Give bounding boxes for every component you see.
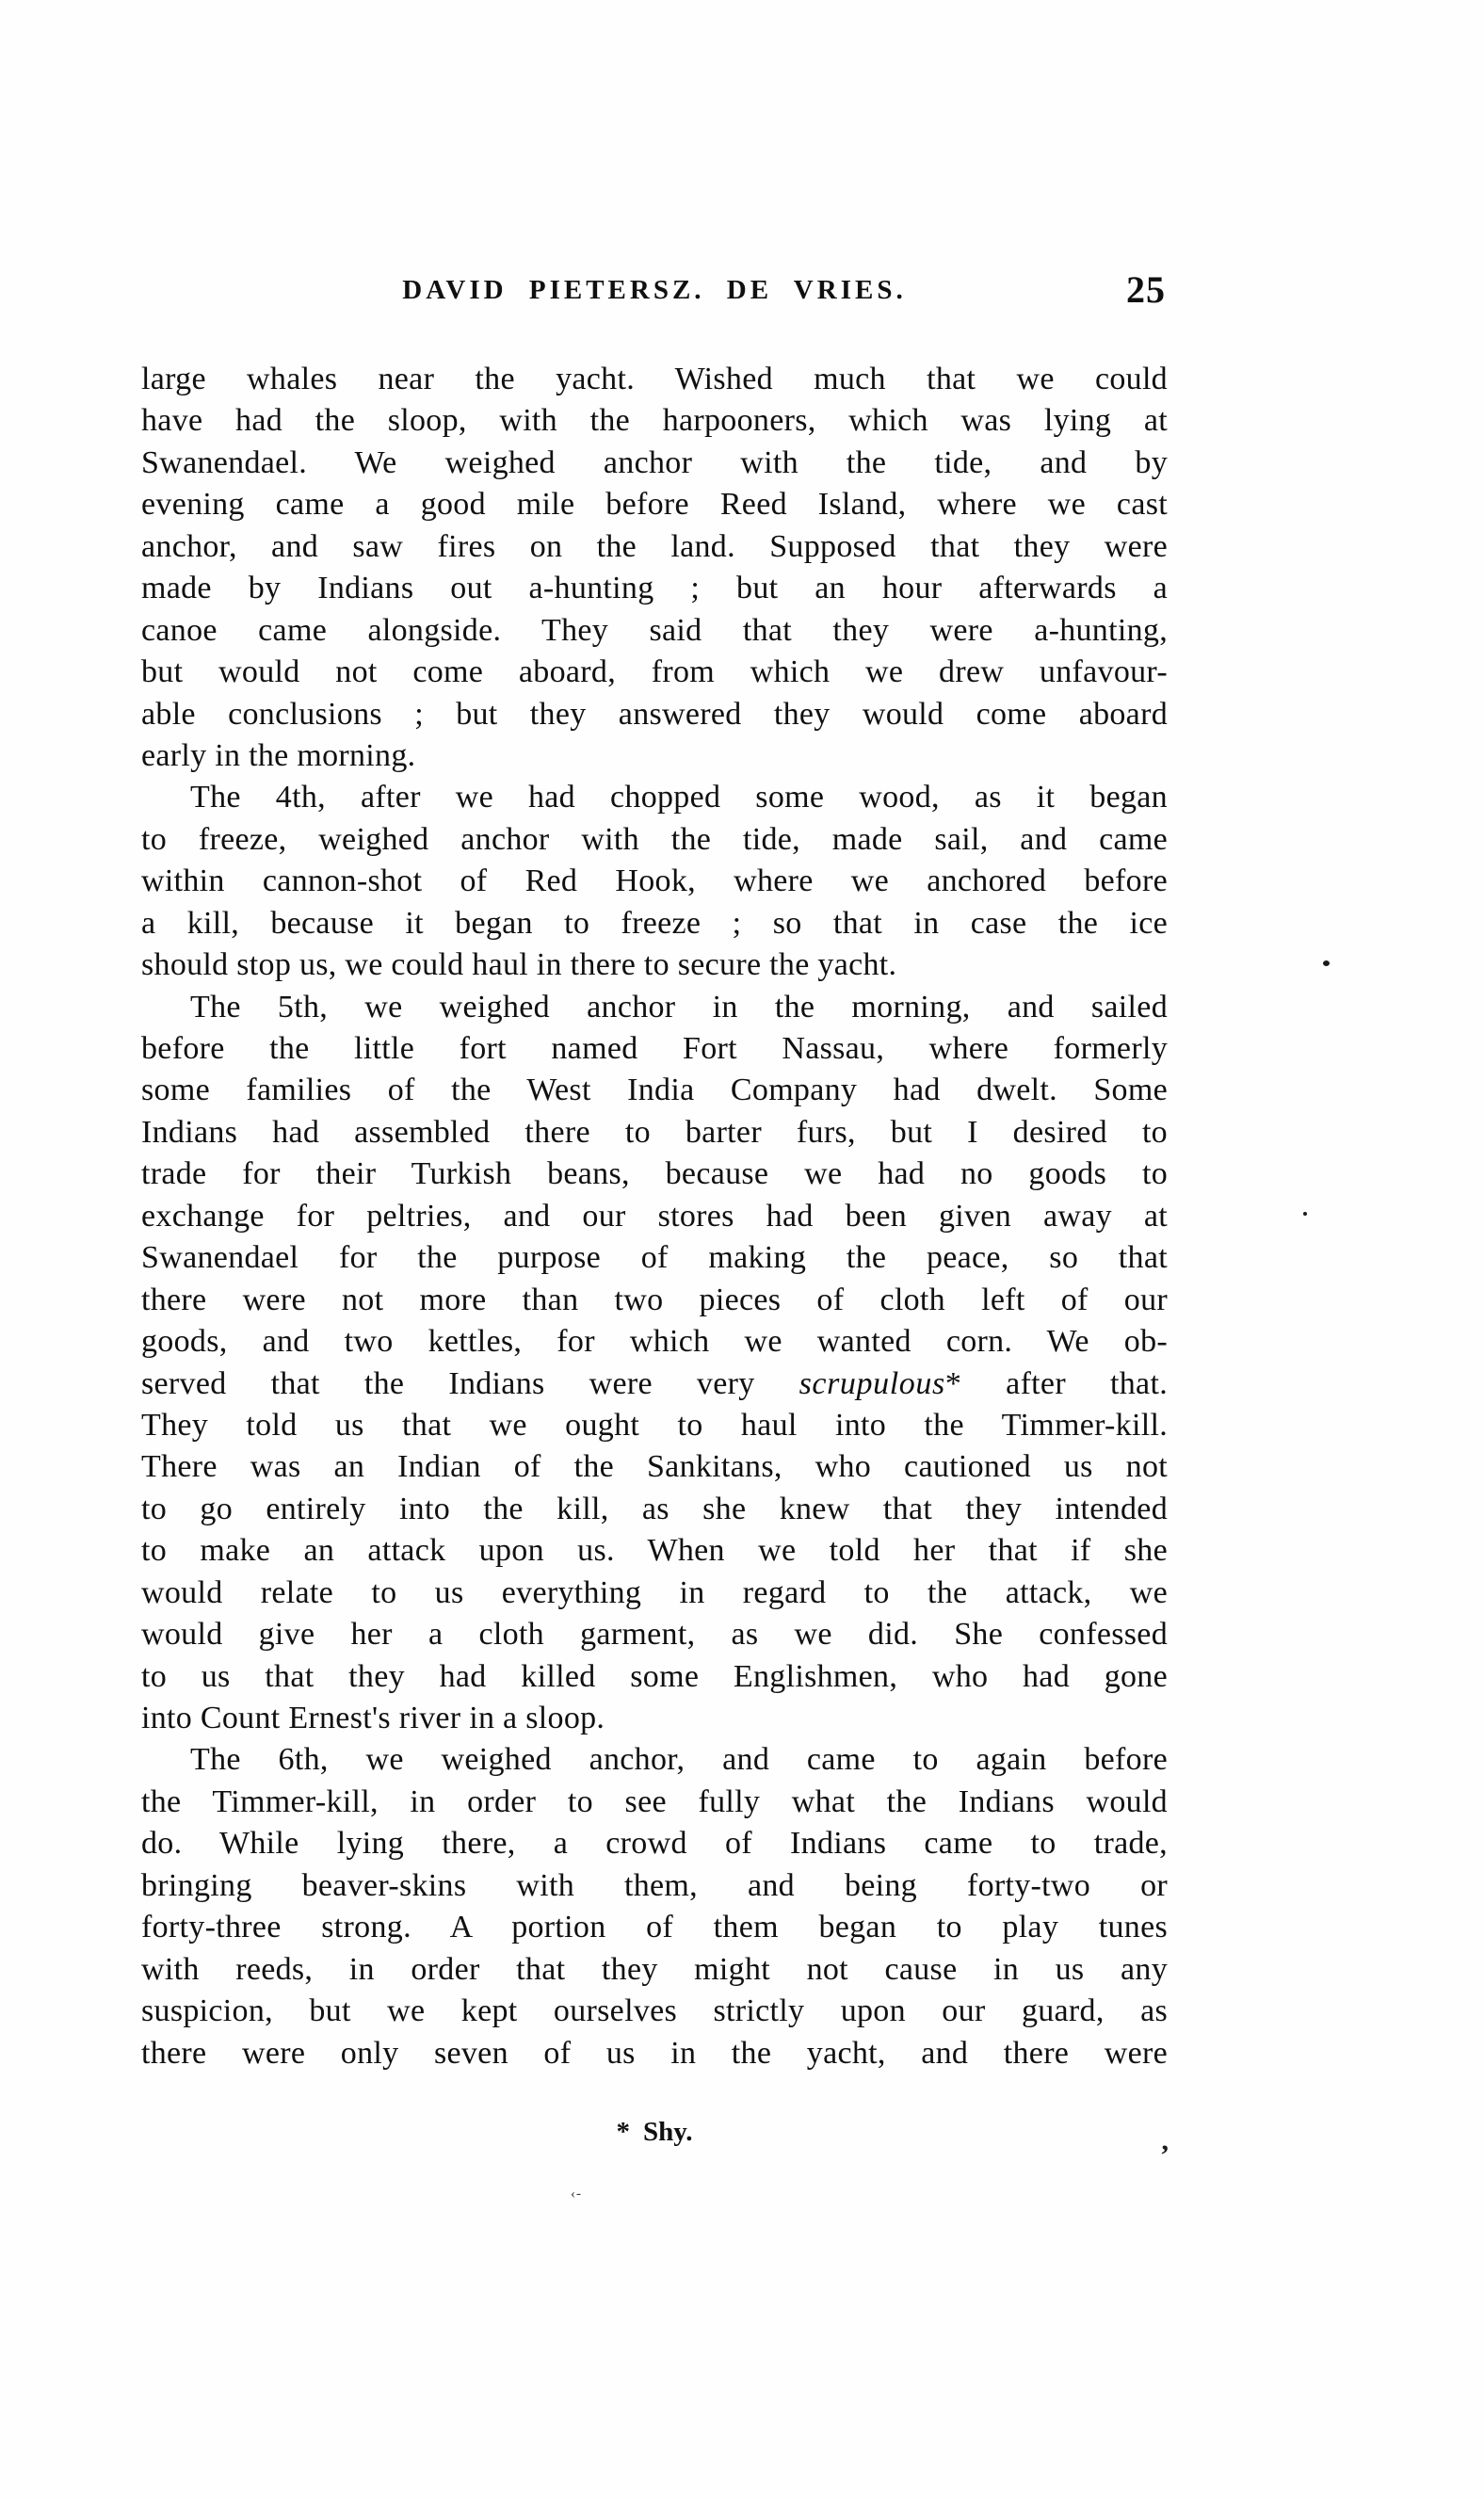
text-line: have had the sloop, with the harpooners, which was lying at bbox=[141, 403, 1168, 439]
scan-artifact-dots: ‹‐ bbox=[571, 2186, 582, 2202]
text-line: trade for their Turkish beans, because we had no goods to bbox=[141, 1156, 1168, 1192]
text-line: suspicion, but we kept ourselves strictly upon our guard, as bbox=[141, 1993, 1168, 2029]
text-line: to freeze, weighed anchor with the tide, made sail, and came bbox=[141, 821, 1168, 857]
text-line: anchor, and saw fires on the land. Supposed that they were bbox=[141, 528, 1168, 564]
text-line: to go entirely into the kill, as she knew that they intended bbox=[141, 1491, 1168, 1526]
footnote-text: Shy. bbox=[643, 2117, 693, 2147]
text-line: before the little fort named Fort Nassau, where formerly bbox=[141, 1031, 1168, 1066]
text-line: there were not more than two pieces of cloth left of our bbox=[141, 1282, 1168, 1317]
text-line: canoe came alongside. They said that they were a-hunting, bbox=[141, 612, 1168, 648]
text-line: would relate to us everything in regard to the attack, we bbox=[141, 1574, 1168, 1610]
text-line: They told us that we ought to haul into the Timmer-kill. bbox=[141, 1407, 1168, 1443]
text-line: goods, and two kettles, for which we wanted corn. We ob- bbox=[141, 1324, 1168, 1360]
text-line: The 5th, we weighed anchor in the morning, and sailed bbox=[190, 989, 1168, 1025]
text-line: exchange for peltries, and our stores had been given away at bbox=[141, 1198, 1168, 1234]
paragraph bbox=[141, 987, 1168, 1740]
paragraph bbox=[141, 359, 1168, 777]
page-number: 25 bbox=[1126, 268, 1166, 311]
text-line: The 6th, we weighed anchor, and came to again before bbox=[190, 1742, 1168, 1778]
text-line: early in the morning. bbox=[141, 737, 416, 773]
text-line: there were only seven of us in the yacht, and there were bbox=[141, 2035, 1168, 2071]
footnote-marker: * bbox=[616, 2117, 631, 2147]
text-line: Swanendael for the purpose of making the peace, so that bbox=[141, 1240, 1168, 1276]
text-line: with reeds, in order that they might not cause in us any bbox=[141, 1951, 1168, 1987]
running-title: DAVID PIETERSZ. DE VRIES. bbox=[402, 275, 907, 305]
text-line: large whales near the yacht. Wished much that we could bbox=[141, 362, 1168, 396]
text-line: a kill, because it began to freeze ; so that in case the ice bbox=[141, 905, 1168, 941]
text-line: served that the Indians were very scrupulous* after that. bbox=[141, 1365, 1168, 1401]
text-line: bringing beaver-skins with them, and being forty-two or bbox=[141, 1867, 1168, 1903]
text-line: There was an Indian of the Sankitans, who cautioned us not bbox=[141, 1449, 1168, 1485]
page-body bbox=[141, 359, 1168, 2074]
text-line: Indians had assembled there to barter furs, but I desired to bbox=[141, 1114, 1168, 1150]
text-line: forty-three strong. A portion of them began to play tunes bbox=[141, 1910, 1168, 1945]
text-line: do. While lying there, a crowd of Indians came to trade, bbox=[141, 1826, 1168, 1862]
text-line: evening came a good mile before Reed Island, where we cast bbox=[141, 487, 1168, 523]
scan-speck bbox=[1323, 960, 1330, 966]
text-line: The 4th, after we had chopped some wood, as it began bbox=[190, 780, 1168, 815]
text-line: but would not come aboard, from which we drew unfavour- bbox=[141, 654, 1168, 690]
text-line: into Count Ernest's river in a sloop. bbox=[141, 1701, 605, 1735]
page-header bbox=[141, 268, 1168, 311]
text-line: some families of the West India Company had dwelt. Some bbox=[141, 1073, 1168, 1108]
paragraph bbox=[141, 1739, 1168, 2074]
scan-artifact-comma: ’ bbox=[1160, 2139, 1169, 2170]
paragraph bbox=[141, 777, 1168, 986]
text-line: should stop us, we could haul in there to secure the yacht. bbox=[141, 947, 897, 983]
text-line: able conclusions ; but they answered they would come aboard bbox=[141, 696, 1168, 732]
text-line: within cannon-shot of Red Hook, where we anchored before bbox=[141, 863, 1168, 899]
text-line: made by Indians out a-hunting ; but an hour afterwards a bbox=[141, 571, 1168, 606]
text-line: would give her a cloth garment, as we did. She confessed bbox=[141, 1617, 1168, 1653]
text-line: the Timmer-kill, in order to see fully what the Indians would bbox=[141, 1783, 1168, 1819]
text-line: to make an attack upon us. When we told her that if she bbox=[141, 1533, 1168, 1569]
text-line: to us that they had killed some Englishmen, who had gone bbox=[141, 1658, 1168, 1694]
footnote bbox=[141, 2117, 1168, 2148]
scan-speck bbox=[1303, 1212, 1307, 1216]
text-line: Swanendael. We weighed anchor with the tide, and by bbox=[141, 444, 1168, 480]
